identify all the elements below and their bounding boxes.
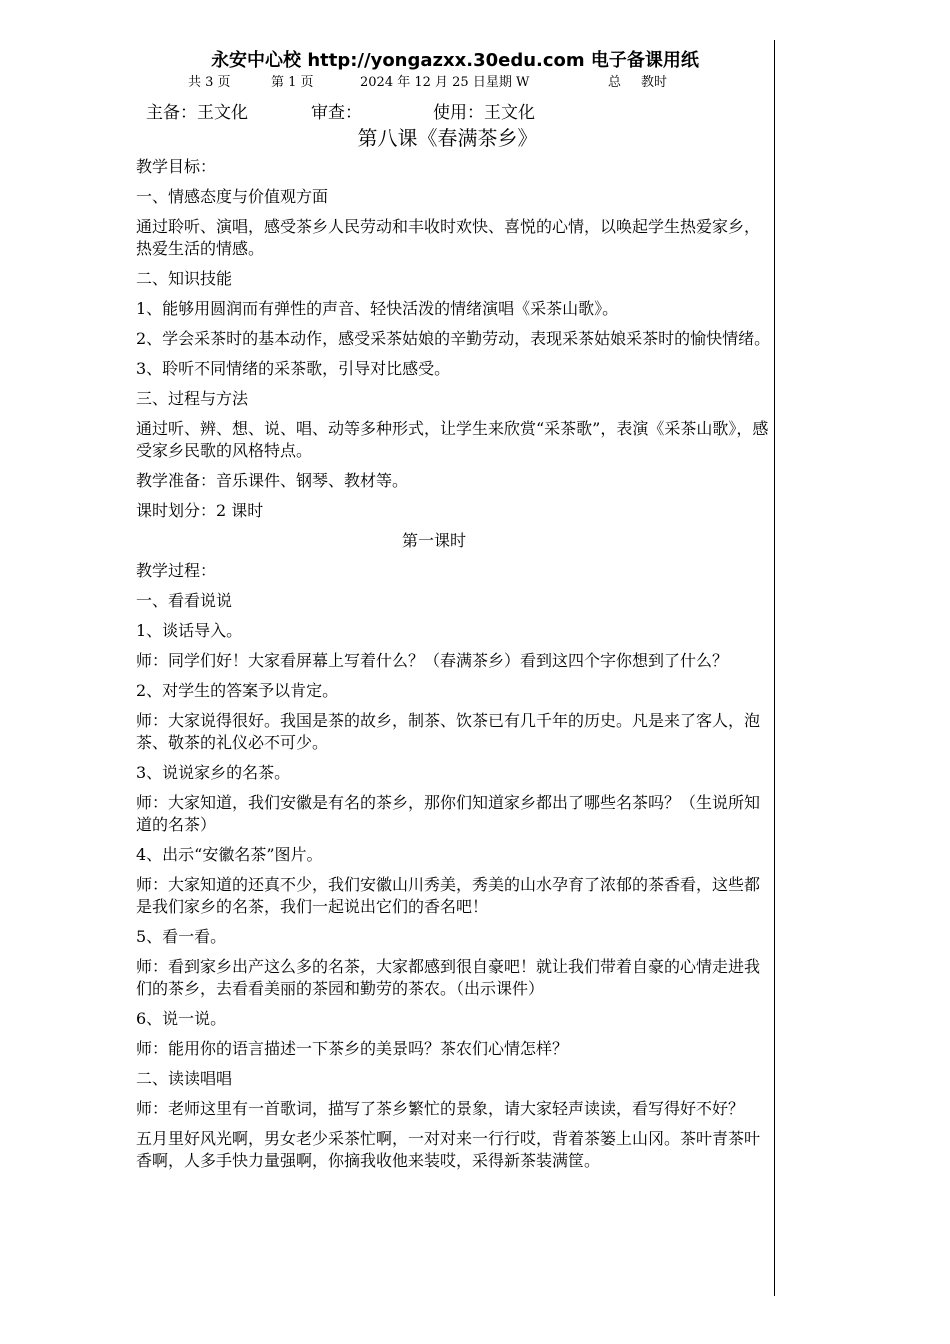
paragraph: 3、聆听不同情绪的采茶歌，引导对比感受。 [136,359,451,378]
paragraph: 2、对学生的答案予以肯定。 [136,681,339,700]
paragraph: 1、谈话导入。 [136,621,243,640]
section-heading: 第一课时 [401,531,466,550]
page-border-line [774,40,775,1296]
total-label: 总 [608,75,622,90]
paragraph: 4、出示“安徽名茶”图片。 [136,845,323,864]
paragraph: 课时划分：2 课时 [136,501,264,520]
paragraph: 教学过程： [136,561,217,580]
paragraph: 二、知识技能 [136,269,233,288]
paragraph: 3、说说家乡的名茶。 [136,763,291,782]
paragraph: 通过聆听、演唱，感受茶乡人民劳动和丰收时欢快、喜悦的心情，以唤起学生热爱家乡，热爱生活的情感。 [136,217,761,258]
paragraph: 师：同学们好！大家看屏幕上写着什么？（春满茶乡）看到这四个字你想到了什么？ [136,651,729,670]
paragraph: 教学目标： [136,157,217,176]
paragraph: 1、能够用圆润而有弹性的声音、轻快活泼的情绪演唱《采茶山歌》。 [136,299,619,318]
paragraph: 三、过程与方法 [136,389,249,408]
lesson-body [136,152,772,1176]
paragraph: 二、读读唱唱 [136,1069,233,1088]
date: 2024 年 12 月 25 日星期 W [360,75,530,90]
paragraph: 5、看一看。 [136,927,227,946]
paragraph: 2、学会采茶时的基本动作，感受采茶姑娘的辛勤劳动，表现采茶姑娘采茶时的愉快情绪。 [136,329,771,348]
lesson-title: 第八课《春满茶乡》 [357,126,538,150]
paragraph: 师：能用你的语言描述一下茶乡的美景吗？茶农们心情怎样？ [136,1039,569,1058]
page-number: 第 1 页 [271,75,314,90]
paragraph: 一、看看说说 [136,591,233,610]
paragraph: 通过听、辨、想、说、唱、动等多种形式，让学生来欣赏“采茶歌”，表演《采茶山歌》，感受家乡民歌的风格特点。 [136,419,769,460]
main-preparer: 主备：王文化 [146,103,248,123]
paragraph: 师：大家知道，我们安徽是有名的茶乡，那你们知道家乡都出了哪些名茶吗？（生说所知道的名茶） [136,793,761,834]
total-pages: 共 3 页 [188,75,231,90]
page-header-title: 永安中心校 http://yongazxx.30edu.com 电子备课用纸 [211,50,699,71]
paragraph: 师：大家说得很好。我国是茶的故乡，制茶、饮茶已有几千年的历史。凡是来了客人，泡茶、敬茶的礼仪必不可少。 [136,711,761,752]
paragraph: 教学准备：音乐课件、钢琴、教材等。 [136,471,409,490]
paragraph: 师：老师这里有一首歌词，描写了茶乡繁忙的景象，请大家轻声读读，看写得好不好？ [136,1099,745,1118]
paragraph: 6、说一说。 [136,1009,227,1028]
paragraph: 一、情感态度与价值观方面 [136,187,329,206]
paragraph: 师：大家知道的还真不少，我们安徽山川秀美，秀美的山水孕育了浓郁的茶香看，这些都是我们家乡的名茶，我们一起说出它们的香名吧！ [136,875,761,916]
reviewer: 审查： [311,103,362,123]
lessons-label: 教时 [641,75,668,90]
paragraph: 师：看到家乡出产这么多的名茶，大家都感到很自豪吧！就让我们带着自豪的心情走进我们的茶乡，去看看美丽的茶园和勤劳的茶农。（出示课件） [136,957,761,998]
lyrics-paragraph: 五月里好风光啊，男女老少采茶忙啊，一对对来一行行哎，背着茶篓上山冈。茶叶青茶叶香啊，人多手快力量强啊，你摘我收他来装哎，采得新茶装满筐。 [136,1129,761,1170]
user: 使用：王文化 [433,103,535,123]
